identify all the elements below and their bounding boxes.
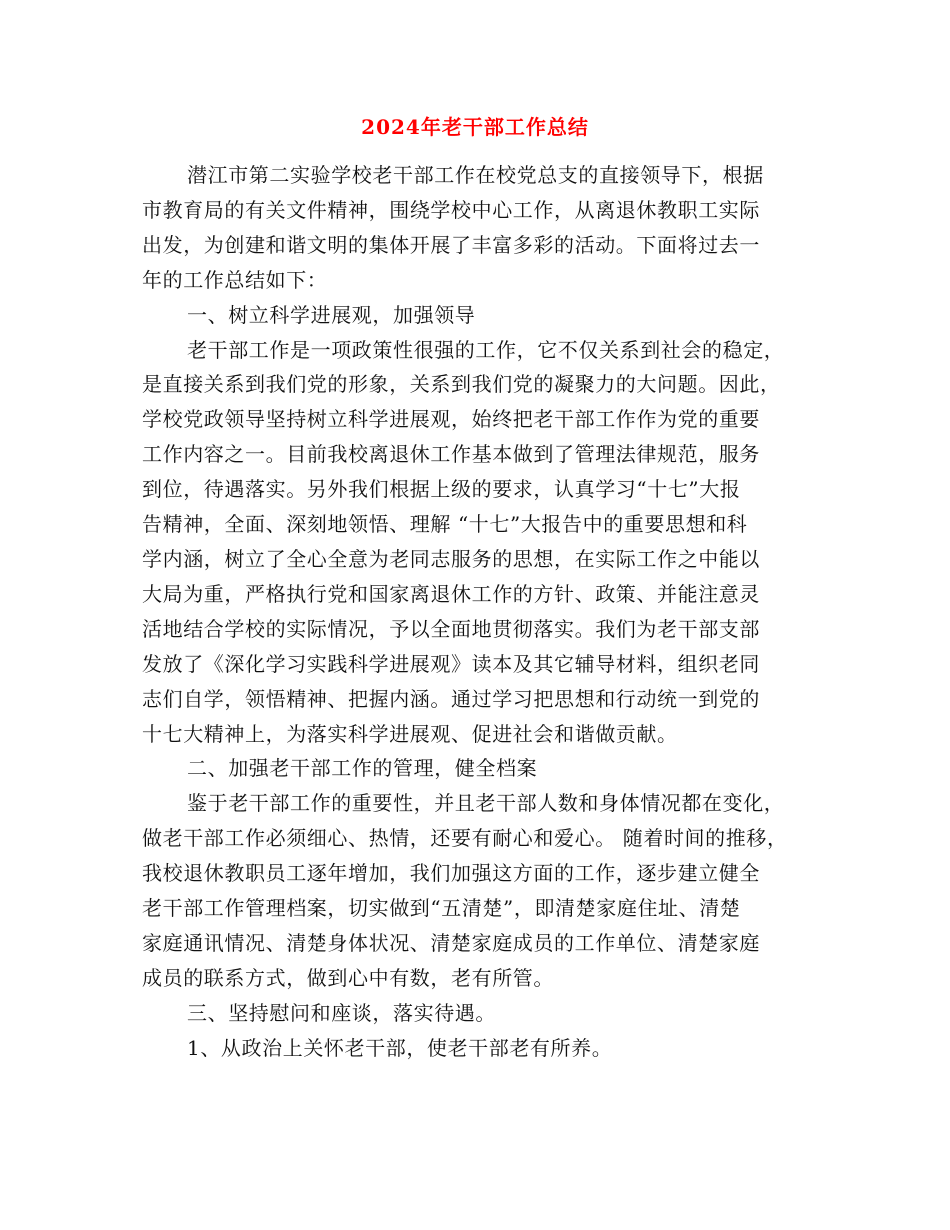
body-line: 发放了《深化学习实践科学进展观》读本及其它辅导材料，组织老同: [142, 651, 760, 676]
body-line: 到位，待遇落实。另外我们根据上级的要求，认真学习“十七”大报: [142, 477, 741, 502]
body-line: 三、坚持慰问和座谈，落实待遇。: [187, 1000, 496, 1025]
body-line: 告精神，全面、深刻地领悟、理解 “十七”大报告中的重要思想和科: [142, 512, 748, 537]
body-line: 1、从政治上关怀老干部，使老干部老有所养。: [187, 1035, 613, 1060]
body-line: 一、树立科学进展观，加强领导: [187, 302, 476, 327]
body-line: 十七大精神上，为落实科学进展观、促进社会和谐做贡献。: [142, 721, 678, 746]
document-title: 2024年老干部工作总结: [361, 115, 589, 139]
body-line: 成员的联系方式，做到心中有数，老有所管。: [142, 965, 554, 990]
body-line: 老干部工作管理档案，切实做到“五清楚”，即清楚家庭住址、清楚: [142, 896, 741, 921]
body-line: 工作内容之一。目前我校离退休工作基本做到了管理法律规范，服务: [142, 442, 760, 467]
body-line: 年的工作总结如下：: [142, 267, 328, 292]
document-body: [142, 158, 812, 1066]
body-line: 二、加强老干部工作的管理，健全档案: [187, 756, 538, 781]
body-line: 志们自学，领悟精神、把握内涵。通过学习把思想和行动统一到党的: [142, 686, 760, 711]
body-line: 是直接关系到我们党的形象，关系到我们党的凝聚力的大问题。因此，: [142, 372, 781, 397]
body-line: 鉴于老干部工作的重要性，并且老干部人数和身体情况都在变化，: [187, 791, 785, 816]
body-line: 市教育局的有关文件精神，围绕学校中心工作，从离退休教职工实际: [142, 197, 760, 222]
body-line: 我校退休教职员工逐年增加，我们加强这方面的工作，逐步建立健全: [142, 861, 760, 886]
body-line: 做老干部工作必须细心、热情，还要有耐心和爱心。 随着时间的推移，: [142, 826, 788, 851]
body-line: 家庭通讯情况、清楚身体状况、清楚家庭成员的工作单位、清楚家庭: [142, 930, 760, 955]
body-line: 学校党政领导坚持树立科学进展观，始终把老干部工作作为党的重要: [142, 407, 760, 432]
body-line: 活地结合学校的实际情况，予以全面地贯彻落实。我们为老干部支部: [142, 616, 760, 641]
body-line: 出发，为创建和谐文明的集体开展了丰富多彩的活动。下面将过去一: [142, 232, 760, 257]
body-line: 老干部工作是一项政策性很强的工作，它不仅关系到社会的稳定，: [187, 337, 785, 362]
body-line: 大局为重，严格执行党和国家离退休工作的方针、政策、并能注意灵: [142, 581, 760, 606]
body-line: 潜江市第二实验学校老干部工作在校党总支的直接领导下，根据: [187, 163, 764, 187]
body-line: 学内涵，树立了全心全意为老同志服务的思想，在实际工作之中能以: [142, 546, 760, 571]
